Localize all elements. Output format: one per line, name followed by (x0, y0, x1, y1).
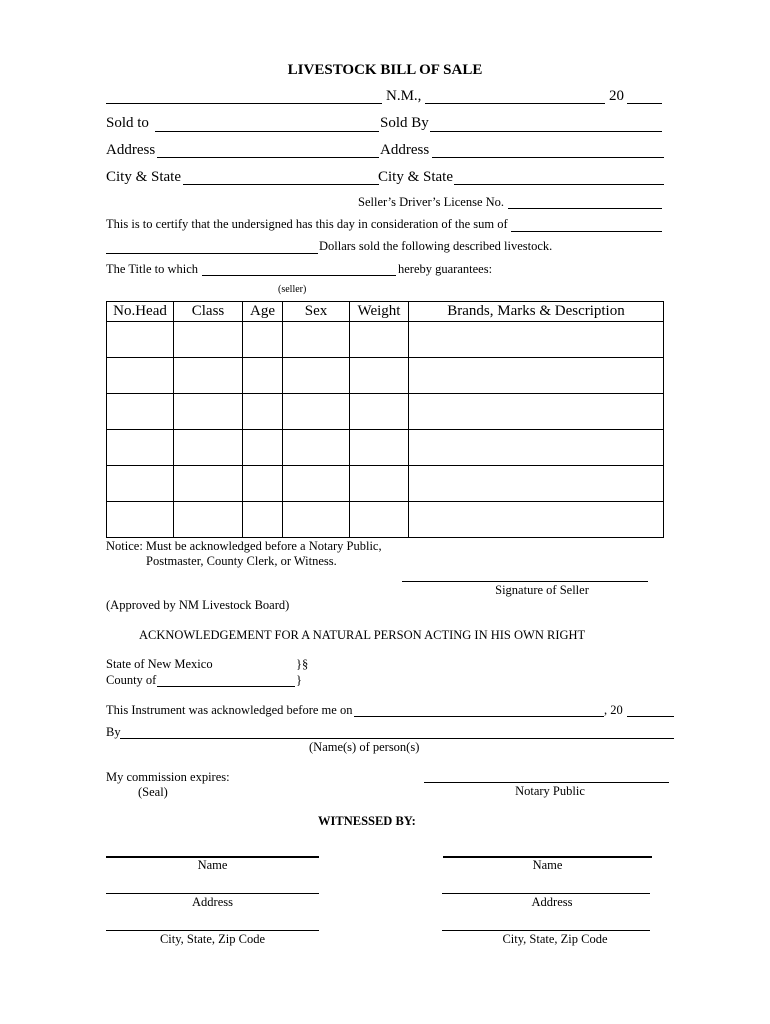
year-field[interactable] (627, 103, 662, 104)
cell-age[interactable] (243, 430, 283, 466)
table-row (107, 502, 664, 538)
witness-1-city-field[interactable] (106, 930, 319, 931)
sold-to-label: Sold to (106, 115, 149, 131)
cell-sex[interactable] (283, 502, 350, 538)
cell-weight[interactable] (350, 322, 409, 358)
column-weight: Weight (350, 302, 409, 322)
buyer-address-label: Address (106, 142, 156, 158)
acknowledged-date-field[interactable] (354, 716, 604, 717)
seller-signature-field[interactable] (402, 581, 648, 582)
table-row (107, 394, 664, 430)
seller-name-field[interactable] (202, 275, 396, 276)
cell-sex[interactable] (283, 322, 350, 358)
names-caption: (Name(s) of person(s) (309, 740, 420, 754)
cell-brands[interactable] (409, 322, 664, 358)
seller-address-field[interactable] (432, 157, 664, 158)
cell-class[interactable] (174, 322, 243, 358)
witness-1-city-caption: City, State, Zip Code (159, 932, 266, 946)
nm-label: N.M., (386, 88, 422, 104)
sold-by-label: Sold By (380, 115, 429, 131)
dollars-written-field[interactable] (106, 253, 318, 254)
seller-signature-caption: Signature of Seller (495, 583, 589, 597)
cell-class[interactable] (174, 502, 243, 538)
buyer-city-state-field[interactable] (183, 184, 379, 185)
column-age: Age (243, 302, 283, 322)
table-row (107, 322, 664, 358)
cell-weight[interactable] (350, 502, 409, 538)
cell-age[interactable] (243, 502, 283, 538)
witness-2-address-caption: Address (531, 895, 573, 909)
notary-public-caption: Notary Public (515, 784, 585, 798)
cell-weight[interactable] (350, 466, 409, 502)
cell-age[interactable] (243, 358, 283, 394)
seller-city-state-label: City & State (378, 169, 453, 185)
cell-no-head[interactable] (107, 358, 174, 394)
county-field[interactable] (157, 686, 295, 687)
cell-brands[interactable] (409, 466, 664, 502)
witness-1-name-caption: Name (197, 858, 228, 872)
title-suffix-text: hereby guarantees: (398, 262, 493, 276)
witness-2-city-caption: City, State, Zip Code (502, 932, 608, 946)
by-label: By (106, 725, 121, 739)
notary-signature-field[interactable] (424, 782, 669, 783)
witness-1-address-caption: Address (192, 895, 233, 909)
cell-no-head[interactable] (107, 394, 174, 430)
by-names-field[interactable] (120, 738, 674, 739)
table-row (107, 466, 664, 502)
sum-field[interactable] (511, 231, 662, 232)
license-label: Seller’s Driver’s License No. (358, 195, 505, 209)
cell-sex[interactable] (283, 394, 350, 430)
cell-brands[interactable] (409, 394, 664, 430)
column-no-head: No.Head (107, 302, 174, 322)
seal-text: (Seal) (138, 785, 168, 799)
cell-weight[interactable] (350, 430, 409, 466)
witness-2-address-field[interactable] (442, 893, 650, 894)
county-label: County of (106, 673, 157, 687)
acknowledgement-heading: ACKNOWLEDGEMENT FOR A NATURAL PERSON ACTING IN HIS OWN RIGHT (139, 628, 586, 642)
column-sex: Sex (283, 302, 350, 322)
license-field[interactable] (508, 208, 662, 209)
commission-text: My commission expires: (106, 770, 230, 784)
witness-1-address-field[interactable] (106, 893, 319, 894)
cell-brands[interactable] (409, 502, 664, 538)
cell-brands[interactable] (409, 430, 664, 466)
location-field[interactable] (106, 103, 382, 104)
title-prefix-text: The Title to which (106, 262, 199, 276)
cell-weight[interactable] (350, 358, 409, 394)
cell-class[interactable] (174, 430, 243, 466)
cell-class[interactable] (174, 466, 243, 502)
cell-no-head[interactable] (107, 322, 174, 358)
notice-line-1: Notice: Must be acknowledged before a Notary Public, (106, 539, 382, 553)
table-row (107, 358, 664, 394)
witness-2-city-field[interactable] (442, 930, 650, 931)
column-brands: Brands, Marks & Description (409, 302, 664, 322)
cell-sex[interactable] (283, 466, 350, 502)
cell-brands[interactable] (409, 358, 664, 394)
form-title: LIVESTOCK BILL OF SALE (287, 62, 483, 78)
sold-to-field[interactable] (155, 131, 379, 132)
state-bracket: }§ (296, 657, 309, 671)
table-header-row (107, 302, 664, 322)
cell-sex[interactable] (283, 358, 350, 394)
seller-city-state-field[interactable] (454, 184, 664, 185)
column-class: Class (174, 302, 243, 322)
buyer-city-state-label: City & State (106, 169, 181, 185)
sold-by-field[interactable] (430, 131, 662, 132)
certify-text: This is to certify that the undersigned has this day in consideration of the sum of (106, 217, 508, 231)
cell-class[interactable] (174, 358, 243, 394)
cell-class[interactable] (174, 394, 243, 430)
cell-sex[interactable] (283, 430, 350, 466)
cell-no-head[interactable] (107, 430, 174, 466)
seller-caption: (seller) (278, 284, 307, 295)
table-row (107, 430, 664, 466)
buyer-address-field[interactable] (157, 157, 379, 158)
dollars-text: Dollars sold the following described livestock. (319, 239, 553, 253)
livestock-table (106, 301, 664, 538)
cell-weight[interactable] (350, 394, 409, 430)
cell-age[interactable] (243, 394, 283, 430)
notice-line-2: Postmaster, County Clerk, or Witness. (146, 554, 337, 568)
state-text: State of New Mexico (106, 657, 213, 671)
cell-no-head[interactable] (107, 502, 174, 538)
approved-text: (Approved by NM Livestock Board) (106, 598, 290, 612)
instrument-year-field[interactable] (627, 716, 674, 717)
cell-age[interactable] (243, 322, 283, 358)
cell-no-head[interactable] (107, 466, 174, 502)
instrument-text: This Instrument was acknowledged before me on (106, 703, 353, 717)
witnessed-by-heading: WITNESSED BY: (318, 814, 416, 828)
date-field[interactable] (425, 103, 605, 104)
witness-2-name-caption: Name (532, 858, 563, 872)
county-bracket: } (296, 673, 302, 687)
seller-address-label: Address (380, 142, 430, 158)
year-label: 20 (609, 88, 624, 104)
instrument-year-label: , 20 (604, 703, 623, 717)
cell-age[interactable] (243, 466, 283, 502)
